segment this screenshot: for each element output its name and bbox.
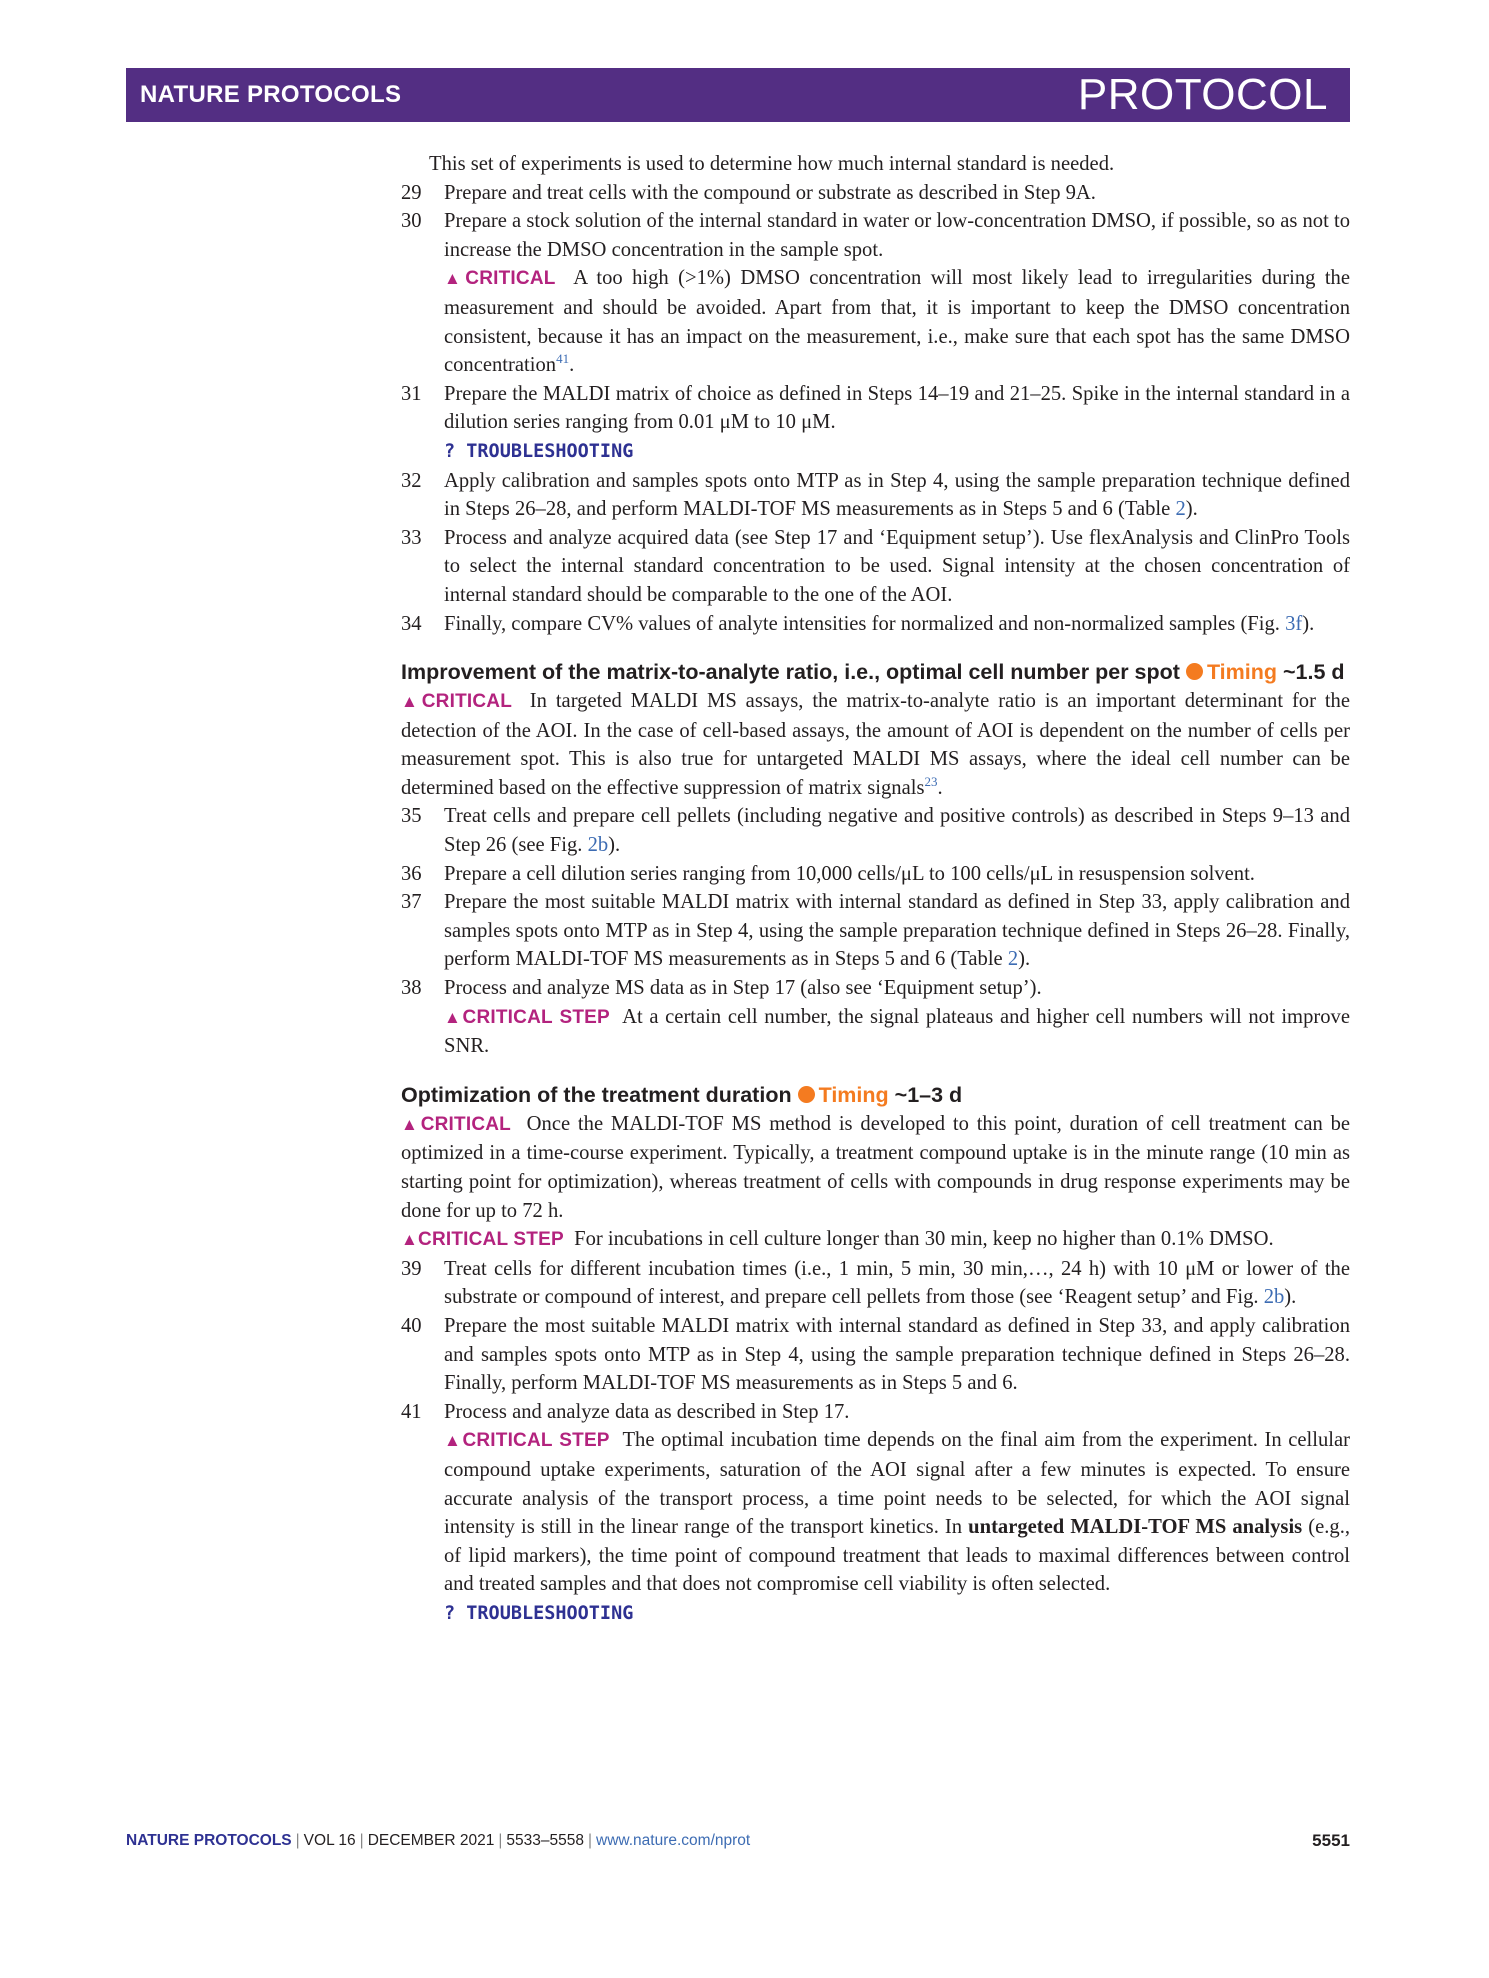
timing-dot-icon xyxy=(798,1086,815,1103)
step-text: Prepare the most suitable MALDI matrix with internal standard as defined in Step 33, and apply calibration and samples spots onto MTP as in Step 4, using the sample preparation technique defined in Steps 26–28. Finally, perform MALDI-TOF MS measurements as in Steps 5 and 6. xyxy=(444,1314,1350,1395)
step-text: Treat cells for different incubation times (i.e., 1 min, 5 min, 30 min,…, 24 h) with 10 μM or lower of the substrate or compound of interest, and prepare cell pellets from those (see ‘Reagent setup’ and Fig. xyxy=(444,1257,1350,1309)
timing-dot-icon xyxy=(1186,663,1203,680)
step-37: 37 Prepare the most suitable MALDI matrix with internal standard as defined in Step 33, apply calibration and samples spots onto MTP as in Step 4, using the sample preparation technique defined in Steps 26–28. Finally, perform MALDI-TOF MS measurements as in Steps 5 and 6 (Table 2). xyxy=(401,888,1350,974)
bold-emphasis: untargeted MALDI-TOF MS analysis xyxy=(968,1516,1303,1539)
step-35: 35 Treat cells and prepare cell pellets (including negative and positive controls) as described in Steps 9–13 and Step 26 (see Fig. 2b). xyxy=(401,802,1350,859)
troubleshooting-link[interactable]: ? TROUBLESHOOTING xyxy=(444,440,634,462)
main-content xyxy=(401,150,1350,1629)
troubleshooting-note xyxy=(401,1599,1350,1629)
step-number: 38 xyxy=(401,977,422,1000)
step-39: 39 Treat cells for different incubation times (i.e., 1 min, 5 min, 30 min,…, 24 h) with 10 μM or lower of the substrate or compound of interest, and prepare cell pellets from those (see ‘Reagent setup’ and Fig. 2b). xyxy=(401,1255,1350,1312)
step-text: Prepare and treat cells with the compound or substrate as described in Step 9A. xyxy=(444,181,1096,204)
step-29 xyxy=(401,179,1350,208)
warning-triangle-icon: ▲ xyxy=(444,1007,463,1027)
step-text: Process and analyze MS data as in Step 17 (also see ‘Equipment setup’). xyxy=(444,977,1042,1000)
step-number: 31 xyxy=(401,382,422,405)
critical-step-note: ▲CRITICAL STEP The optimal incubation time depends on the final aim from the experiment. In cellular compound uptake experiments, saturation of the AOI signal after a few minutes is expected. To ensure accurate analysis of the transport process, a time point needs to be selected, for which the AOI signal intensity is still in the linear range of the transport kinetics. In untargeted MALDI-TOF MS analysis (e.g., of lipid markers), the time point of compound treatment that leads to maximal differences between control and treated samples and that does not compromise cell viability is often selected. xyxy=(444,1429,1351,1596)
step-text: Apply calibration and samples spots onto MTP as in Step 4, using the sample preparation technique defined in Steps 26–28, and perform MALDI-TOF MS measurements as in Steps 5 and 6 (Table xyxy=(444,469,1350,521)
table-ref-link[interactable]: 2 xyxy=(1007,948,1019,971)
step-number: 33 xyxy=(401,526,422,549)
step-number: 36 xyxy=(401,862,422,885)
critical-label: ▲CRITICAL xyxy=(401,691,513,713)
step-text: Process and analyze acquired data (see Step 17 and ‘Equipment setup’). Use flexAnalysis and ClinPro Tools to select the internal standard concentration to be used. Signal intensity at the chosen concentration of internal standard should be comparable to the one of the AOI. xyxy=(444,526,1350,606)
step-number: 41 xyxy=(401,1400,422,1423)
intro-paragraph: This set of experiments is used to determine how much internal standard is needed. xyxy=(429,153,1115,175)
step-text: Treat cells and prepare cell pellets (including negative and positive controls) as described in Steps 9–13 and Step 26 (see Fig. xyxy=(444,805,1350,857)
critical-text: For incubations in cell culture longer than 30 min, keep no higher than 0.1% DMSO. xyxy=(574,1228,1274,1251)
critical-text: In targeted MALDI MS assays, the matrix-to-analyte ratio is an important determinant for the detection of the AOI. In the case of cell-based assays, the amount of AOI is dependent on the number of cells per measurement spot. This is also true for untargeted MALDI MS assays, where the ideal cell number can be determined based on the effective suppression of matrix signals xyxy=(401,690,1350,799)
figure-ref-link[interactable]: 2b xyxy=(1263,1286,1285,1309)
step-30 xyxy=(401,207,1350,264)
footer-journal: NATURE PROTOCOLS xyxy=(126,1832,292,1849)
step-number: 30 xyxy=(401,210,422,233)
section-critical-paragraph xyxy=(401,1110,1350,1225)
warning-triangle-icon: ▲ xyxy=(444,269,466,289)
critical-step-note xyxy=(401,1003,1350,1061)
figure-ref-link[interactable]: 3f xyxy=(1285,612,1303,635)
step-40 xyxy=(401,1312,1350,1398)
journal-header-bar xyxy=(126,68,1350,122)
critical-text: Once the MALDI-TOF MS method is developed to this point, duration of cell treatment can be optimized in a time-course experiment. Typically, a treatment compound uptake is in the minute range (10 min as starting point for optimization), whereas treatment of cells with compounds in drug response experiments may be done for up to 72 h. xyxy=(401,1112,1351,1222)
citation-link[interactable]: 41 xyxy=(556,351,570,367)
step-41 xyxy=(401,1398,1350,1427)
critical-step-label: ▲CRITICAL STEP xyxy=(444,1430,610,1452)
section-critical-paragraph: ▲CRITICAL In targeted MALDI MS assays, the matrix-to-analyte ratio is an important determinant for the detection of the AOI. In the case of cell-based assays, the amount of AOI is dependent on the number of cells per measurement spot. This is also true for untargeted MALDI MS assays, where the ideal cell number can be determined based on the effective suppression of matrix signals$^{23}$. xyxy=(401,690,1350,799)
timing-label: Timing xyxy=(1206,660,1278,685)
step-text: Finally, compare CV% values of analyte intensities for normalized and non-normalized samples (Fig. xyxy=(444,612,1286,635)
step-number: 39 xyxy=(401,1257,422,1280)
step-31 xyxy=(401,380,1350,437)
page-number: 5551 xyxy=(1312,1831,1350,1850)
table-ref-link[interactable]: 2 xyxy=(1175,498,1186,521)
step-34: 34 Finally, compare CV% values of analyte intensities for normalized and non-normalized samples (Fig. 3f). xyxy=(401,610,1350,639)
timing-label: Timing xyxy=(818,1082,889,1107)
step-36 xyxy=(401,860,1350,889)
step-text: Process and analyze data as described in Step 17. xyxy=(444,1400,850,1423)
article-type: PROTOCOL xyxy=(1077,70,1328,119)
warning-triangle-icon: ▲ xyxy=(401,1114,421,1134)
step-number: 40 xyxy=(401,1314,422,1337)
critical-text: The optimal incubation time depends on the final aim from the experiment. In cellular compound uptake experiments, saturation of the AOI signal after a few minutes is expected. To ensure accurate analysis of the transport process, a time point needs to be selected, for which the AOI signal intensity is still in the linear range of the transport kinetics. In xyxy=(444,1429,1350,1539)
step-38 xyxy=(401,974,1350,1003)
critical-label: ▲CRITICAL xyxy=(401,1113,511,1135)
footer-url-link[interactable]: www.nature.com/nprot xyxy=(596,1832,751,1849)
critical-text: At a certain cell number, the signal plateaus and higher cell numbers will not improve SNR. xyxy=(444,1005,1350,1058)
step-number: 32 xyxy=(401,469,422,492)
step-text: Prepare the most suitable MALDI matrix with internal standard as defined in Step 33, apply calibration and samples spots onto MTP as in Step 4, using the sample preparation technique defined in Steps 26–28. Finally, perform MALDI-TOF MS measurements as in Steps 5 and 6 (Table xyxy=(444,891,1350,971)
page-footer: NATURE PROTOCOLS | VOL 16 | DECEMBER 2021 | 5533–5558 | www.nature.com/nprot 5551 xyxy=(126,1831,1350,1850)
step-33 xyxy=(401,524,1350,610)
figure-ref-link[interactable]: 2b xyxy=(587,834,609,857)
journal-name: NATURE PROTOCOLS xyxy=(140,81,402,108)
warning-triangle-icon: ▲ xyxy=(444,1431,463,1451)
timing-value: ~1.5 d xyxy=(1283,660,1345,685)
critical-text: A too high (>1%) DMSO concentration will most likely lead to irregularities during the measurement and should be avoided. Apart from that, it is important to keep the DMSO concentration consistent, because it has an impact on the measurement, i.e., make sure that each spot has the same DMSO concentration xyxy=(444,267,1350,377)
step-text: Prepare a cell dilution series ranging from 10,000 cells/μL to 100 cells/μL in resuspension solvent. xyxy=(444,862,1255,885)
troubleshooting-note xyxy=(401,437,1350,467)
critical-step-label: ▲CRITICAL STEP xyxy=(401,1229,564,1251)
section-heading-duration: Optimization of the treatment duration Timing ~1–3 d xyxy=(401,1082,963,1107)
critical-note: ▲CRITICAL A too high (>1%) DMSO concentration will most likely lead to irregularities during the measurement and should be avoided. Apart from that, it is important to keep the DMSO concentration consistent, because it has an impact on the measurement, i.e., make sure that each spot has the same DMSO concentration$^{41}$. xyxy=(444,267,1350,377)
step-number: 29 xyxy=(401,181,422,204)
step-32: 32 Apply calibration and samples spots onto MTP as in Step 4, using the sample preparation technique defined in Steps 26–28, and perform MALDI-TOF MS measurements as in Steps 5 and 6 (Table 2). xyxy=(401,467,1350,524)
warning-triangle-icon: ▲ xyxy=(401,692,422,712)
footer-pages: 5533–5558 xyxy=(506,1832,584,1849)
warning-triangle-icon: ▲ xyxy=(401,1230,419,1250)
step-text: Prepare the MALDI matrix of choice as defined in Steps 14–19 and 21–25. Spike in the internal standard in a dilution series ranging from 0.01 μM to 10 μM. xyxy=(444,382,1350,434)
step-text: Prepare a stock solution of the internal standard in water or low-concentration DMSO, if possible, so as not to increase the DMSO concentration in the sample spot. xyxy=(444,210,1350,261)
citation-link[interactable]: 23 xyxy=(924,773,938,789)
footer-volume: VOL 16 xyxy=(303,1832,356,1849)
troubleshooting-link[interactable]: ? TROUBLESHOOTING xyxy=(444,1602,634,1624)
footer-date: DECEMBER 2021 xyxy=(367,1832,495,1849)
critical-step-label: ▲CRITICAL STEP xyxy=(444,1006,610,1028)
section-heading-ratio: Improvement of the matrix-to-analyte ratio, i.e., optimal cell number per spot Timing ~1.5 d xyxy=(401,660,1345,685)
step-number: 35 xyxy=(401,805,422,828)
timing-value: ~1–3 d xyxy=(894,1082,963,1107)
step-number: 37 xyxy=(401,891,422,914)
critical-label: ▲CRITICAL xyxy=(444,268,556,290)
step-number: 34 xyxy=(401,612,422,635)
section-critical-step-paragraph xyxy=(401,1225,1350,1255)
